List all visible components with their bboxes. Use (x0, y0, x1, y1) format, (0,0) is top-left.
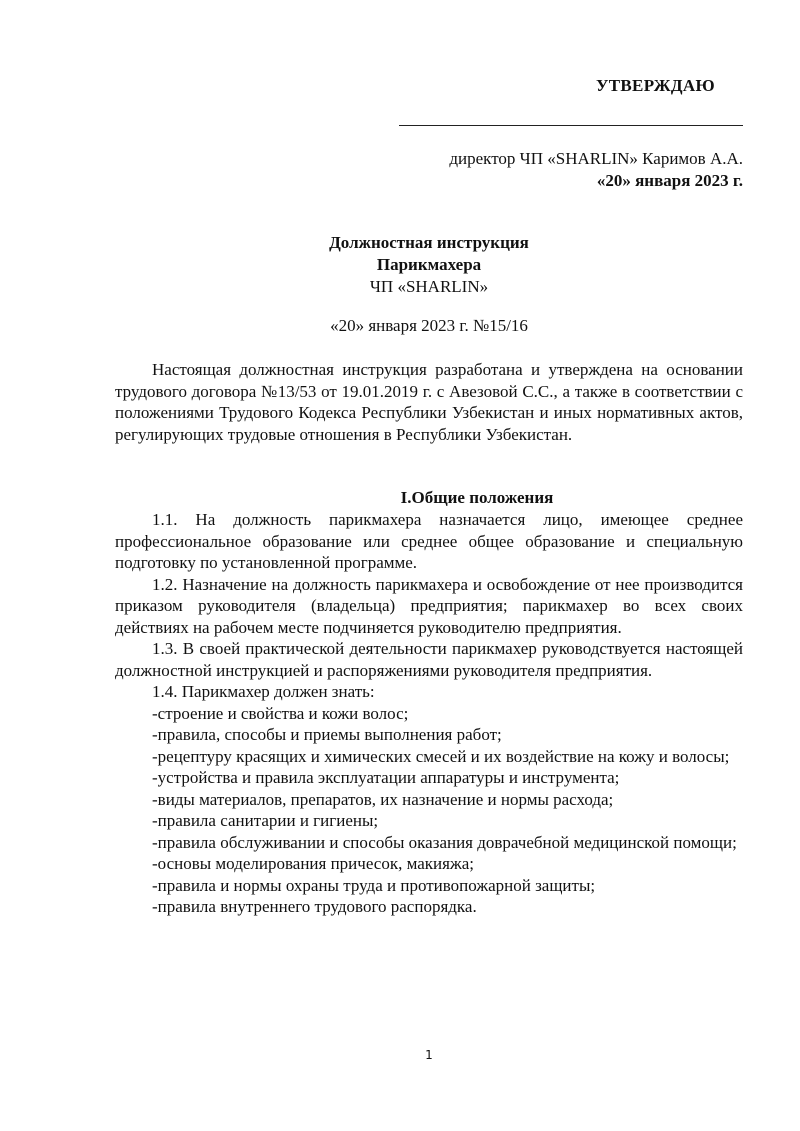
approval-date: «20» января 2023 г. (596, 171, 743, 190)
clause-1-1: 1.1. На должность парикмахера назначается лицо, имеющее среднее профессиональное образование или среднее общее образование и специальную подготовку по установленной программе. (115, 510, 743, 572)
intro-paragraph: Настоящая должностная инструкция разработана и утверждена на основании трудового договора №13/53 от 19.01.2019 г. с Авезовой С.С., а также в соответствии с положениями Трудового Кодекса Республики Узбекистан и иных нормативных актов, регулирующих трудовые отношения в Республики Узбекистан. (115, 360, 743, 444)
approve-heading: УТВЕРЖДАЮ (596, 76, 715, 95)
title-line-1: Должностная инструкция (329, 233, 529, 252)
clause-1-4: 1.4. Парикмахер должен знать: (152, 682, 375, 701)
list-item: -основы моделирования причесок, макияжа; (152, 854, 474, 873)
director-block (449, 148, 743, 192)
clause-1-2: 1.2. Назначение на должность парикмахера и освобождение от нее производится приказом руководителя (владельца) предприятия; парикмахер во всех своих действиях на рабочем месте подчиняется руководителю предприятия. (115, 574, 743, 637)
signature-line (399, 125, 743, 126)
title-line-3: ЧП «SHARLIN» (369, 277, 489, 296)
document-title (0, 232, 800, 298)
list-item: -строение и свойства и кожи волос; (152, 703, 409, 723)
page-number: 1 (425, 1048, 433, 1062)
list-item: -рецептуру красящих и химических смесей и их воздействие на кожу и волосы; (152, 746, 730, 766)
director-line: директор ЧП «SHARLIN» Каримов А.А. (449, 149, 743, 168)
section-general-provisions (115, 487, 743, 918)
list-item: -правила, способы и приемы выполнения работ; (152, 725, 502, 744)
list-item: -виды материалов, препаратов, их назначение и нормы расхода; (152, 789, 614, 809)
list-item: -правила и нормы охраны труда и противопожарной защиты; (152, 875, 596, 895)
clause-1-3: 1.3. В своей практической деятельности парикмахер руководствуется настоящей должностной инструкцией и распоряжениями руководителя предприятия. (115, 639, 743, 680)
title-line-2: Парикмахера (376, 255, 482, 274)
list-item: -правила внутреннего трудового распорядка. (152, 897, 477, 916)
list-item: -правила обслуживании и способы оказания доврачебной медицинской помощи; (152, 832, 737, 852)
document-date-number: «20» января 2023 г. №15/16 (330, 316, 528, 335)
knowledge-list (115, 703, 743, 918)
list-item: -устройства и правила эксплуатации аппаратуры и инструмента; (152, 768, 620, 787)
section-heading: I.Общие положения (400, 488, 554, 507)
list-item: -правила санитарии и гигиены; (152, 811, 379, 830)
